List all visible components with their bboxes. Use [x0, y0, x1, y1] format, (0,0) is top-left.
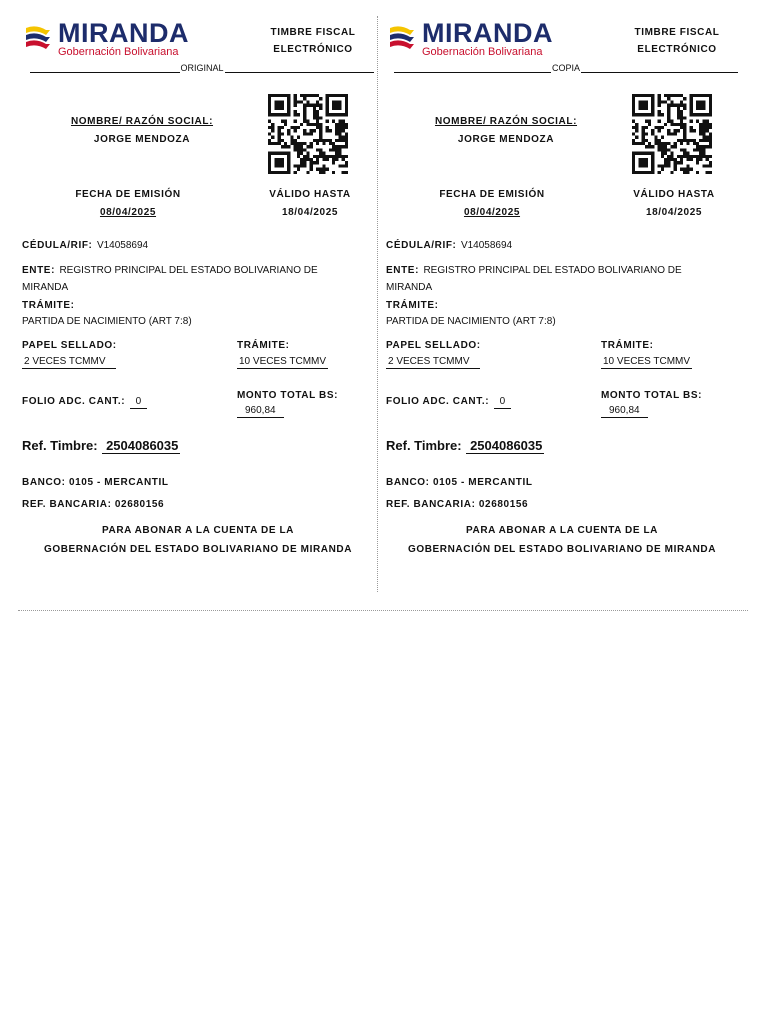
nombre-label: NOMBRE/ RAZÓN SOCIAL:	[434, 116, 578, 127]
logo-subtitle: Gobernación Bolivariana	[58, 46, 179, 58]
miranda-logo	[24, 20, 189, 60]
stub-original	[18, 0, 378, 600]
vertical-cut-line	[377, 16, 378, 592]
ref-timbre-label: Ref. Timbre:	[386, 438, 462, 453]
cedula-label: CÉDULA/RIF:	[386, 240, 457, 251]
tramite-value: PARTIDA DE NACIMIENTO (ART 7:8)	[386, 316, 556, 327]
logo-wordmark: MIRANDA	[58, 18, 189, 48]
cedula-value: V14058694	[96, 240, 149, 251]
horizontal-cut-line	[18, 610, 748, 611]
miranda-logo	[388, 20, 553, 60]
ref-timbre-label: Ref. Timbre:	[22, 438, 98, 453]
valido-hasta-label: VÁLIDO HASTA	[269, 189, 351, 200]
qr-code-icon	[268, 94, 348, 174]
papel-sellado-label: PAPEL SELLADO:	[386, 340, 481, 351]
copy-label: ORIGINAL	[180, 63, 224, 73]
tramite-2-label: TRÁMITE:	[237, 340, 290, 351]
cedula-value: V14058694	[460, 240, 513, 251]
logo-subtitle: Gobernación Bolivariana	[422, 46, 543, 58]
header-line-2: ELECTRÓNICO	[637, 44, 717, 55]
cedula-label: CÉDULA/RIF:	[22, 240, 93, 251]
ente-label: ENTE:	[22, 265, 55, 276]
ref-bancaria-text: REF. BANCARIA: 02680156	[22, 499, 165, 510]
tramite-label: TRÁMITE:	[386, 300, 439, 311]
papel-sellado-label: PAPEL SELLADO:	[22, 340, 117, 351]
ref-timbre-value: 2504086035	[102, 438, 180, 454]
header-line-1: TIMBRE FISCAL	[634, 27, 720, 38]
header-line-2: ELECTRÓNICO	[273, 44, 353, 55]
copy-separator	[394, 63, 738, 73]
tramite-2-value: 10 VECES TCMMV	[603, 356, 691, 367]
folio-value: 0	[130, 396, 148, 409]
nombre-value: JORGE MENDOZA	[457, 134, 555, 145]
footer-line-2: GOBERNACIÓN DEL ESTADO BOLIVARIANO DE MIRANDA	[43, 544, 353, 555]
ref-bancaria-text: REF. BANCARIA: 02680156	[386, 499, 529, 510]
folio-label: FOLIO ADC. CANT.:	[22, 396, 126, 407]
ref-timbre-value: 2504086035	[466, 438, 544, 454]
ente-value-line-1: REGISTRO PRINCIPAL DEL ESTADO BOLIVARIANO DE	[59, 265, 318, 276]
stub-copia	[382, 0, 742, 600]
banco-text: BANCO: 0105 - MERCANTIL	[22, 477, 169, 488]
tramite-2-label: TRÁMITE:	[601, 340, 654, 351]
qr-code-icon	[632, 94, 712, 174]
logo-wordmark: MIRANDA	[422, 18, 553, 48]
monto-total-value: 960,84	[237, 405, 284, 418]
folio-value: 0	[494, 396, 512, 409]
flag-icon	[388, 22, 422, 56]
monto-total-label: MONTO TOTAL BS:	[237, 390, 339, 401]
tramite-value: PARTIDA DE NACIMIENTO (ART 7:8)	[22, 316, 192, 327]
fecha-emision-label: FECHA DE EMISIÓN	[75, 189, 181, 200]
ente-label: ENTE:	[386, 265, 419, 276]
nombre-label: NOMBRE/ RAZÓN SOCIAL:	[70, 116, 214, 127]
valido-hasta-value: 18/04/2025	[645, 207, 703, 218]
copy-separator	[30, 63, 374, 73]
footer-line-1: PARA ABONAR A LA CUENTA DE LA	[465, 525, 659, 536]
valido-hasta-label: VÁLIDO HASTA	[633, 189, 715, 200]
tramite-label: TRÁMITE:	[22, 300, 75, 311]
copy-label: COPIA	[552, 63, 581, 73]
footer-line-2: GOBERNACIÓN DEL ESTADO BOLIVARIANO DE MIRANDA	[407, 544, 717, 555]
banco-text: BANCO: 0105 - MERCANTIL	[386, 477, 533, 488]
fecha-emision-label: FECHA DE EMISIÓN	[439, 189, 545, 200]
papel-sellado-value: 2 VECES TCMMV	[22, 356, 116, 369]
papel-sellado-value: 2 VECES TCMMV	[386, 356, 480, 369]
fecha-emision-value: 08/04/2025	[99, 207, 157, 218]
header-line-1: TIMBRE FISCAL	[270, 27, 356, 38]
ente-value-line-2: MIRANDA	[22, 282, 69, 293]
fecha-emision-value: 08/04/2025	[463, 207, 521, 218]
tramite-2-value: 10 VECES TCMMV	[239, 356, 327, 367]
flag-icon	[24, 22, 58, 56]
folio-label: FOLIO ADC. CANT.:	[386, 396, 490, 407]
footer-line-1: PARA ABONAR A LA CUENTA DE LA	[101, 525, 295, 536]
nombre-value: JORGE MENDOZA	[93, 134, 191, 145]
valido-hasta-value: 18/04/2025	[281, 207, 339, 218]
monto-total-label: MONTO TOTAL BS:	[601, 390, 703, 401]
monto-total-value: 960,84	[601, 405, 648, 418]
ente-value-line-2: MIRANDA	[386, 282, 433, 293]
ente-value-line-1: REGISTRO PRINCIPAL DEL ESTADO BOLIVARIANO DE	[423, 265, 682, 276]
